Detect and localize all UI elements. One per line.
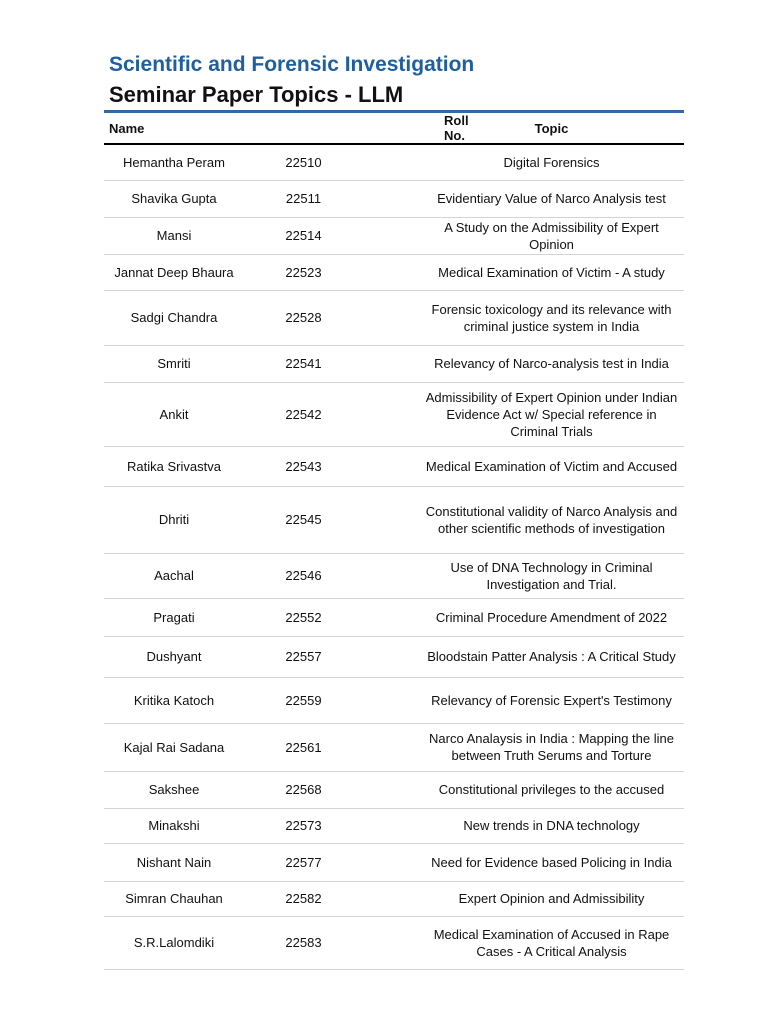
cell-roll-no: 22541 [244, 345, 419, 382]
document-subtitle: Seminar Paper Topics - LLM [109, 82, 404, 107]
cell-roll-no: 22523 [244, 254, 419, 290]
table-row [104, 553, 684, 598]
table-row [104, 486, 684, 553]
cell-topic: Digital Forensics [419, 144, 684, 180]
cell-name: Shavika Gupta [104, 180, 244, 217]
table-row [104, 217, 684, 254]
cell-roll-no: 22543 [244, 446, 419, 486]
column-header-roll: Roll No. [244, 113, 419, 144]
cell-name: Jannat Deep Bhaura [104, 254, 244, 290]
table-row [104, 382, 684, 446]
cell-topic: Relevancy of Narco-analysis test in India [419, 345, 684, 382]
cell-topic: Bloodstain Patter Analysis : A Critical Study [419, 636, 684, 677]
cell-topic: Narco Analaysis in India : Mapping the line between Truth Serums and Torture [419, 723, 684, 771]
cell-roll-no: 22568 [244, 771, 419, 808]
cell-name: Ankit [104, 382, 244, 446]
table-row [104, 345, 684, 382]
cell-topic: Constitutional privileges to the accused [419, 771, 684, 808]
table-row [104, 723, 684, 771]
table-row [104, 598, 684, 636]
cell-roll-no: 22557 [244, 636, 419, 677]
cell-name: Pragati [104, 598, 244, 636]
table-row [104, 843, 684, 881]
cell-name: Sadgi Chandra [104, 290, 244, 345]
cell-roll-no: 22583 [244, 916, 419, 969]
cell-topic: Criminal Procedure Amendment of 2022 [419, 598, 684, 636]
cell-name: Kajal Rai Sadana [104, 723, 244, 771]
cell-roll-no: 22510 [244, 144, 419, 180]
document-page [104, 50, 684, 970]
table-row [104, 916, 684, 969]
table-row [104, 180, 684, 217]
cell-topic: New trends in DNA technology [419, 808, 684, 843]
cell-roll-no: 22582 [244, 881, 419, 916]
cell-roll-no: 22546 [244, 553, 419, 598]
cell-name: Aachal [104, 553, 244, 598]
cell-topic: Need for Evidence based Policing in India [419, 843, 684, 881]
topics-table [104, 113, 684, 970]
document-title: Scientific and Forensic Investigation [109, 53, 475, 76]
cell-roll-no: 22511 [244, 180, 419, 217]
table-row [104, 290, 684, 345]
cell-name: Dhriti [104, 486, 244, 553]
cell-topic: Expert Opinion and Admissibility [419, 881, 684, 916]
cell-roll-no: 22528 [244, 290, 419, 345]
cell-roll-no: 22561 [244, 723, 419, 771]
table-row [104, 808, 684, 843]
table-header-row [104, 113, 684, 144]
table-row [104, 881, 684, 916]
cell-name: Nishant Nain [104, 843, 244, 881]
cell-name: S.R.Lalomdiki [104, 916, 244, 969]
cell-topic: Evidentiary Value of Narco Analysis test [419, 180, 684, 217]
cell-topic: Medical Examination of Accused in Rape Cases - A Critical Analysis [419, 916, 684, 969]
table-body [104, 144, 684, 969]
cell-name: Sakshee [104, 771, 244, 808]
cell-name: Simran Chauhan [104, 881, 244, 916]
cell-roll-no: 22514 [244, 217, 419, 254]
column-header-name: Name [104, 113, 244, 144]
table-row [104, 677, 684, 723]
cell-name: Mansi [104, 217, 244, 254]
cell-roll-no: 22573 [244, 808, 419, 843]
cell-topic: Medical Examination of Victim and Accused [419, 446, 684, 486]
cell-roll-no: 22542 [244, 382, 419, 446]
table-row [104, 636, 684, 677]
cell-name: Smriti [104, 345, 244, 382]
cell-topic: Admissibility of Expert Opinion under Indian Evidence Act w/ Special reference in Criminal Trials [419, 382, 684, 446]
table-row [104, 446, 684, 486]
cell-roll-no: 22559 [244, 677, 419, 723]
cell-topic: A Study on the Admissibility of Expert Opinion [419, 217, 684, 254]
cell-name: Minakshi [104, 808, 244, 843]
cell-name: Ratika Srivastva [104, 446, 244, 486]
column-header-topic: Topic [419, 113, 684, 144]
cell-topic: Use of DNA Technology in Criminal Investigation and Trial. [419, 553, 684, 598]
cell-name: Hemantha Peram [104, 144, 244, 180]
table-row [104, 144, 684, 180]
cell-name: Dushyant [104, 636, 244, 677]
cell-roll-no: 22552 [244, 598, 419, 636]
cell-topic: Forensic toxicology and its relevance with criminal justice system in India [419, 290, 684, 345]
cell-topic: Relevancy of Forensic Expert's Testimony [419, 677, 684, 723]
table-row [104, 254, 684, 290]
table-row [104, 771, 684, 808]
cell-topic: Medical Examination of Victim - A study [419, 254, 684, 290]
cell-topic: Constitutional validity of Narco Analysis and other scientific methods of investigation [419, 486, 684, 553]
cell-roll-no: 22545 [244, 486, 419, 553]
cell-roll-no: 22577 [244, 843, 419, 881]
cell-name: Kritika Katoch [104, 677, 244, 723]
